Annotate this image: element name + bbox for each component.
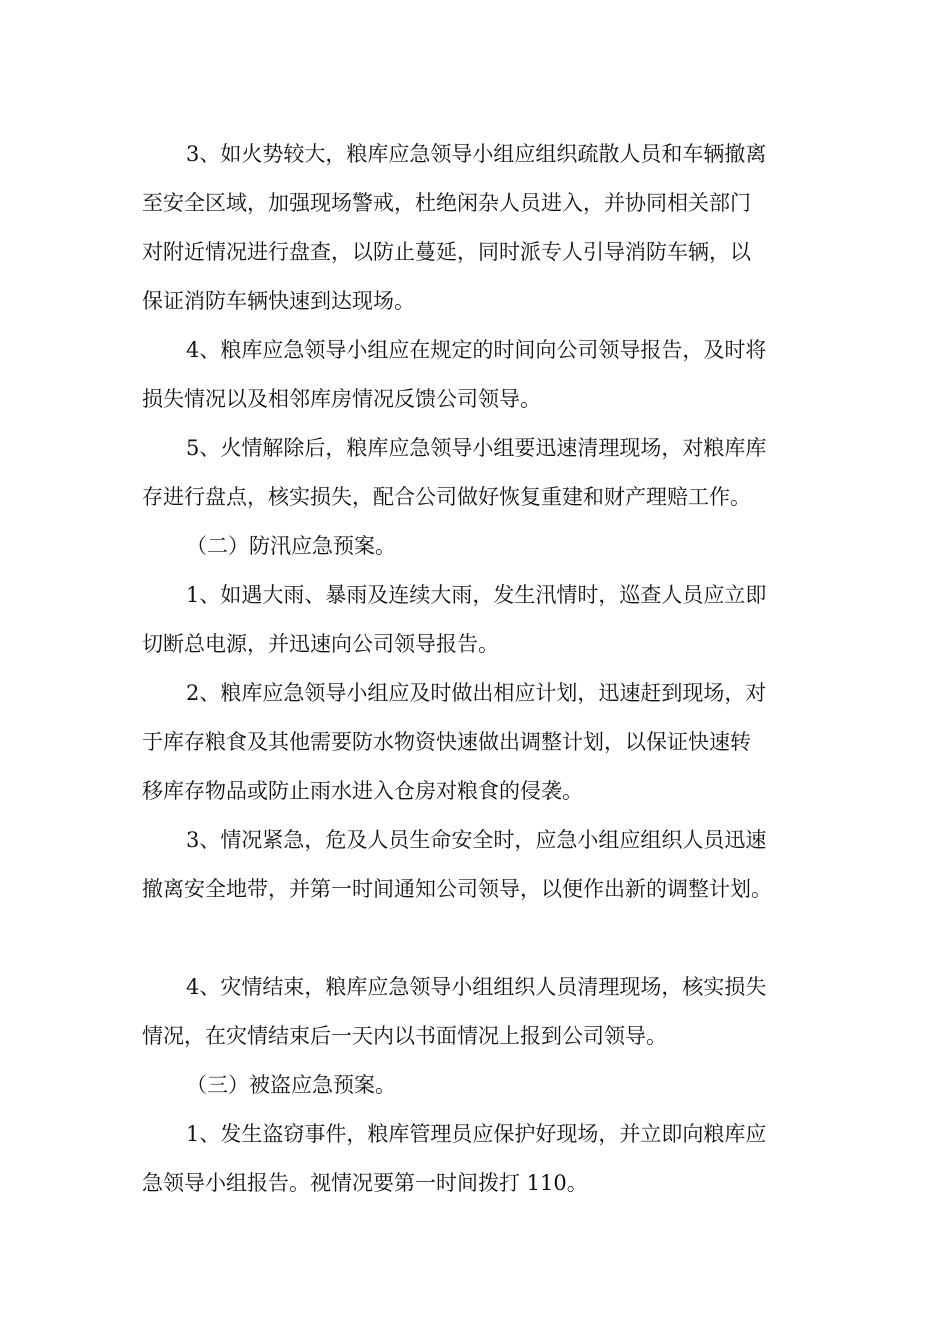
paragraph-line: 撤离安全地带，并第一时间通知公司领导，以便作出新的调整计划。 [142,877,772,901]
paragraph-line: 1、发生盗窃事件，粮库管理员应保护好现场，并立即向粮库应 [186,1122,767,1146]
paragraph-line: 4、灾情结束，粮库应急领导小组组织人员清理现场，核实损失 [186,975,767,999]
paragraph-line: 对附近情况进行盘查，以防止蔓延，同时派专人引导消防车辆，以 [142,240,751,264]
paragraph-line: 3、情况紧急，危及人员生命安全时，应急小组应组织人员迅速 [186,828,767,852]
paragraph-line: 4、粮库应急领导小组应在规定的时间向公司领导报告，及时将 [186,338,767,362]
paragraph-line: 1、如遇大雨、暴雨及连续大雨，发生汛情时，巡查人员应立即 [186,583,767,607]
paragraph-line: 5、火情解除后，粮库应急领导小组要迅速清理现场，对粮库库 [186,436,767,460]
blank-line [142,914,814,963]
section-heading: （三）被盗应急预案。 [186,1073,396,1097]
section-heading: （二）防汛应急预案。 [186,534,396,558]
paragraph-line: 保证消防车辆快速到达现场。 [142,289,415,313]
paragraph-line: 损失情况以及相邻库房情况反馈公司领导。 [142,387,541,411]
paragraph-line: 于库存粮食及其他需要防水物资快速做出调整计划，以保证快速转 [142,730,751,754]
paragraph-line: 2、粮库应急领导小组应及时做出相应计划，迅速赶到现场，对 [186,681,767,705]
paragraph-line: 存进行盘点，核实损失，配合公司做好恢复重建和财产理赔工作。 [142,485,751,509]
paragraph-line: 移库存物品或防止雨水进入仓房对粮食的侵袭。 [142,779,583,803]
paragraph-line: 3、如火势较大，粮库应急领导小组应组织疏散人员和车辆撤离 [186,142,767,166]
paragraph-line: 切断总电源，并迅速向公司领导报告。 [142,632,499,656]
paragraph-line: 至安全区域，加强现场警戒，杜绝闲杂人员进入，并协同相关部门 [142,191,751,215]
paragraph-line: 急领导小组报告。视情况要第一时间拨打 110。 [142,1171,588,1195]
document-body [142,130,814,1208]
paragraph-line: 情况，在灾情结束后一天内以书面情况上报到公司领导。 [142,1024,667,1048]
